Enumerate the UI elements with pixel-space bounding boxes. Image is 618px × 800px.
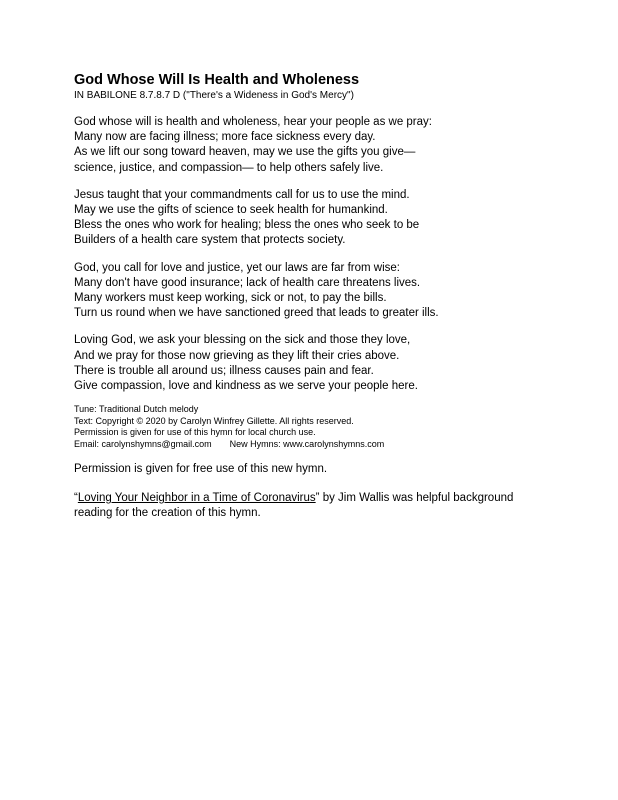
credit-text: Text: Copyright © 2020 by Carolyn Winfrey Gillette. All rights reserved. [74,415,354,426]
stanza-line: May we use the gifts of science to seek health for humankind. [74,204,388,217]
stanza-line: Many don't have good insurance; lack of health care threatens lives. [74,276,421,289]
stanza-line: There is trouble all around us; illness causes pain and fear. [74,364,374,377]
stanza-line: And we pray for those now grieving as they lift their cries above. [74,349,400,362]
hymn-title: God Whose Will Is Health and Wholeness [74,72,360,88]
stanza-line: Give compassion, love and kindness as we serve your people here. [74,380,418,393]
credit-contact [74,439,384,451]
note-text: by Jim Wallis was helpful background reading for the creation of this hymn. [74,492,514,520]
stanza-line: Many workers must keep working, sick or not, to pay the bills. [74,292,387,305]
stanza-3 [74,261,594,322]
stanza-line: Turn us round when we have sanctioned greed that leads to greater ills. [74,307,439,320]
credit-permission: Permission is given for use of this hymn for local church use. [74,427,316,438]
stanza-line: God whose will is health and wholeness, hear your people as we pray: [74,116,432,128]
stanza-line: Many now are facing illness; more face sickness every day. [74,131,376,144]
stanza-4 [74,333,594,394]
stanza-line: Jesus taught that your commandments call for us to use the mind. [74,188,410,201]
hymn-credits [74,404,384,450]
quote-close: ” [315,492,320,504]
stanza-line: As we lift our song toward heaven, may we use the gifts you give— [74,146,416,159]
stanza-line: God, you call for love and justice, yet our laws are far from wise: [74,261,400,274]
quote-open: “ [74,492,78,504]
credit-tune: Tune: Traditional Dutch melody [74,404,199,414]
stanza-1 [74,115,594,176]
background-reading-note [74,491,544,521]
stanza-line: Bless the ones who work for healing; bless the ones who seek to be [74,219,420,232]
hymn-subtitle: IN BABILONE 8.7.8.7 D ("There's a Wideness in God's Mercy") [74,90,354,101]
stanza-line: science, justice, and compassion— to help others safely live. [74,161,384,174]
hymn-stanzas [74,115,594,406]
free-use-permission: Permission is given for free use of this new hymn. [74,463,328,475]
credit-website: New Hymns: www.carolynshymns.com [229,438,385,449]
stanza-line: Builders of a health care system that protects society. [74,234,346,247]
stanza-2 [74,188,594,249]
credit-email: Email: carolynshymns@gmail.com [74,438,212,449]
stanza-line: Loving God, we ask your blessing on the sick and those they love, [74,334,411,347]
article-link[interactable]: Loving Your Neighbor in a Time of Coronavirus [77,492,316,504]
